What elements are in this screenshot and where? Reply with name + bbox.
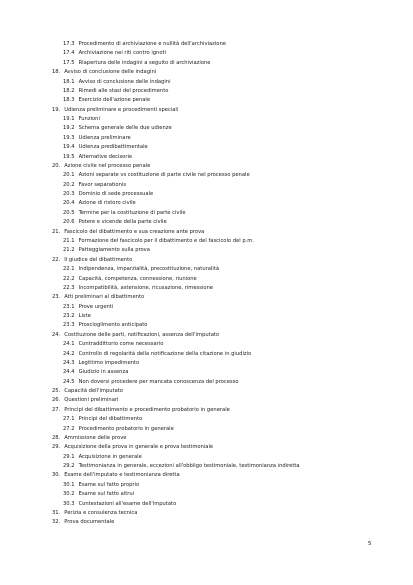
toc-section — [63, 209, 186, 218]
toc-title: Testimonianza in generale, eccezioni all'obbligo testimoniale, testimonianza indiretta — [78, 463, 300, 470]
toc-number: 20.5 — [63, 209, 75, 216]
toc-section — [63, 49, 166, 58]
toc-title: Principi del dibattimento — [78, 416, 143, 423]
toc-section — [63, 284, 213, 293]
toc-title: Azione di ristoro civile — [78, 200, 136, 207]
toc-title: Contestazioni all'esame dell'imputato — [78, 500, 177, 507]
toc-title: Avviso di conclusione delle indagini — [78, 78, 171, 85]
toc-chapter — [52, 331, 219, 340]
toc-chapter — [52, 406, 230, 415]
toc-chapter — [52, 293, 144, 302]
toc-number: 24. — [52, 331, 61, 338]
toc-title: Capacità dell'imputato — [64, 388, 123, 395]
toc-number: 22.3 — [63, 284, 75, 291]
toc-number: 23.1 — [63, 303, 75, 310]
toc-title: Prove urgenti — [78, 303, 114, 310]
toc-number: 17.5 — [63, 59, 75, 66]
toc-number: 19.2 — [63, 125, 75, 132]
toc-title: Esame sul fatto altrui — [78, 491, 135, 498]
toc-chapter — [52, 509, 137, 518]
toc-number: 26. — [52, 397, 61, 404]
toc-section — [63, 40, 226, 49]
toc-title: Incompatibilità, astensione, ricusazione, rimessione — [78, 284, 214, 291]
toc-title: Controllo di regolarità della notificazione della citazione in giudizio — [78, 350, 252, 357]
toc-section — [63, 275, 197, 284]
toc-title: Questioni preliminari — [64, 397, 119, 404]
toc-title: Procedimento di archiviazione e nullità dell'archiviazione — [78, 41, 226, 47]
toc-title: Udienza preliminare e procedimenti speciali — [64, 106, 179, 113]
toc-section — [63, 78, 171, 87]
toc-section — [63, 462, 300, 471]
toc-section — [63, 96, 150, 105]
toc-title: Termine per la costituzione di parte civile — [78, 209, 186, 216]
toc-number: 20.3 — [63, 191, 75, 198]
toc-section — [63, 190, 153, 199]
toc-title: Acquisizione della prova in generale e prova testimoniale — [64, 444, 214, 451]
toc-chapter — [52, 471, 180, 480]
toc-number: 24.1 — [63, 341, 75, 348]
toc-section — [63, 143, 148, 152]
toc-title: Schema generale delle due udienze — [78, 125, 172, 132]
toc-section — [63, 368, 128, 377]
toc-section — [63, 378, 239, 387]
toc-number: 21. — [52, 228, 61, 235]
toc-number: 23. — [52, 294, 61, 301]
toc-section — [63, 359, 139, 368]
toc-number: 29.1 — [63, 453, 75, 460]
toc-title: Udienza predibattimentale — [78, 144, 148, 151]
toc-number: 19.4 — [63, 144, 75, 151]
toc-title: Il giudice del dibattimento — [64, 256, 133, 263]
toc-section — [63, 246, 150, 255]
toc-number: 32. — [52, 519, 61, 526]
toc-number: 21.1 — [63, 237, 75, 244]
toc-title: Perizia e consulenza tecnica — [64, 510, 138, 516]
toc-number: 19.3 — [63, 134, 75, 141]
toc-number: 27.2 — [63, 425, 75, 432]
toc-section — [63, 481, 139, 490]
toc-chapter — [52, 443, 213, 452]
toc-title: Rimedi alle stasi del procedimento — [78, 87, 169, 94]
toc-section — [63, 153, 132, 162]
toc-title: Udienza preliminare — [78, 134, 131, 141]
toc-section — [63, 490, 134, 499]
toc-title: Atti preliminari al dibattimento — [64, 294, 145, 301]
toc-title: Potere e vicende della parte civile — [78, 219, 167, 226]
toc-chapter — [52, 387, 123, 396]
toc-title: Azione civile nel processo penale — [64, 162, 151, 169]
toc-title: Esame sul fatto proprio — [78, 481, 140, 488]
toc-title: Riapertura delle indagini a seguito di archiviazione — [78, 59, 211, 66]
toc-title: Procedimento probatorio in generale — [78, 425, 174, 432]
toc-number: 23.3 — [63, 322, 75, 329]
toc-title: Non doversi procedere per mancata conoscenza del processo — [78, 378, 239, 385]
toc-number: 24.3 — [63, 359, 75, 366]
toc-chapter — [52, 518, 114, 527]
toc-section — [63, 218, 167, 227]
toc-number: 17.4 — [63, 50, 75, 57]
toc-number: 19. — [52, 106, 61, 113]
toc-title: Favor separationis — [78, 181, 127, 188]
toc-chapter — [52, 106, 178, 115]
toc-number: 18. — [52, 69, 61, 76]
toc-title: Principi del dibattimento e procedimento probatorio in generale — [64, 406, 230, 413]
toc-title: Fascicolo del dibattimento e sua creazione ante prova — [64, 228, 205, 235]
toc-title: Avviso di conclusione delle indagini — [64, 69, 157, 76]
page-number: 5 — [368, 541, 372, 547]
toc-section — [63, 171, 250, 180]
toc-section — [63, 181, 126, 190]
toc-number: 24.2 — [63, 350, 75, 357]
toc-title: Patteggiamento sulla prova — [78, 247, 150, 254]
toc-title: Archiviazione nei riti contro ignoti — [78, 50, 166, 57]
toc-number: 29. — [52, 444, 61, 451]
toc-number: 27.1 — [63, 416, 75, 423]
toc-number: 30.2 — [63, 491, 75, 498]
toc-title: Acquisizione in generale — [78, 453, 142, 460]
toc-number: 20.1 — [63, 172, 75, 179]
toc-number: 30.1 — [63, 481, 75, 488]
toc-number: 30.3 — [63, 500, 75, 507]
toc-title: Dominio di sede processuale — [78, 191, 154, 198]
toc-chapter — [52, 68, 156, 77]
toc-number: 20. — [52, 162, 61, 169]
toc-number: 20.6 — [63, 219, 75, 226]
toc-chapter — [52, 256, 132, 265]
toc-section — [63, 124, 172, 133]
toc-title: Funzioni — [78, 116, 100, 123]
toc-chapter — [52, 228, 204, 237]
toc-number: 30. — [52, 472, 61, 479]
toc-section — [63, 321, 147, 330]
toc-number: 17.3 — [63, 41, 75, 47]
toc-section — [63, 134, 131, 143]
toc-section — [63, 340, 163, 349]
toc-section — [63, 59, 210, 68]
toc-number: 22.2 — [63, 275, 75, 282]
toc-title: Prova documentale — [64, 519, 115, 526]
toc-number: 25. — [52, 388, 61, 395]
toc-title: Formazione del fascicolo per il dibattimento e del fascicolo del p.m. — [78, 237, 254, 244]
toc-title: Esame dell'imputato e testimonianza diretta — [64, 472, 180, 479]
toc-number: 27. — [52, 406, 61, 413]
toc-title: Azioni separate vs costituzione di parte civile nel processo penale — [78, 172, 250, 179]
toc-title: Proscioglimento anticipato — [78, 322, 148, 329]
toc-section — [63, 303, 113, 312]
toc-title: Giudizio in assenza — [78, 369, 129, 376]
toc-section — [63, 87, 168, 96]
toc-title: Ammissione delle prove — [64, 434, 127, 441]
toc-number: 24.4 — [63, 369, 75, 376]
toc-number: 18.2 — [63, 87, 75, 94]
toc-section — [63, 237, 254, 246]
toc-title: Contraddittorio come necessario — [78, 341, 164, 348]
toc-number: 28. — [52, 434, 61, 441]
toc-section — [63, 453, 142, 462]
toc-chapter — [52, 396, 118, 405]
toc-chapter — [52, 434, 126, 443]
toc-number: 22. — [52, 256, 61, 263]
toc-section — [63, 425, 174, 434]
toc-section — [63, 199, 136, 208]
toc-section — [63, 500, 176, 509]
toc-number: 24.5 — [63, 378, 75, 385]
toc-number: 18.1 — [63, 78, 75, 85]
toc-title: Capacità, competenza, connessione, riunione — [78, 275, 197, 282]
toc-number: 29.2 — [63, 463, 75, 470]
toc-chapter — [52, 162, 150, 171]
toc-number: 22.1 — [63, 266, 75, 273]
toc-number: 18.3 — [63, 97, 75, 104]
toc-section — [63, 115, 100, 124]
toc-section — [63, 415, 142, 424]
toc-number: 23.2 — [63, 313, 75, 320]
toc-number: 19.1 — [63, 116, 75, 123]
toc-title: Legittimo impedimento — [78, 359, 140, 366]
toc-section — [63, 265, 219, 274]
toc-section — [63, 312, 91, 321]
toc-number: 21.2 — [63, 247, 75, 254]
toc-section — [63, 350, 251, 359]
toc-number: 31. — [52, 510, 61, 516]
toc-number: 20.4 — [63, 200, 75, 207]
toc-title: Esercizio dell'azione penale — [78, 97, 151, 104]
toc-title: Liste — [78, 313, 91, 320]
toc-number: 20.2 — [63, 181, 75, 188]
toc-title: Indipendenza, imparzialità, precostituzione, naturalità — [78, 266, 220, 273]
toc-title: Costituzione delle parti, notificazioni, assenza dell'imputato — [64, 331, 220, 338]
toc-title: Alternative decisorie — [78, 153, 133, 160]
toc-number: 19.5 — [63, 153, 75, 160]
